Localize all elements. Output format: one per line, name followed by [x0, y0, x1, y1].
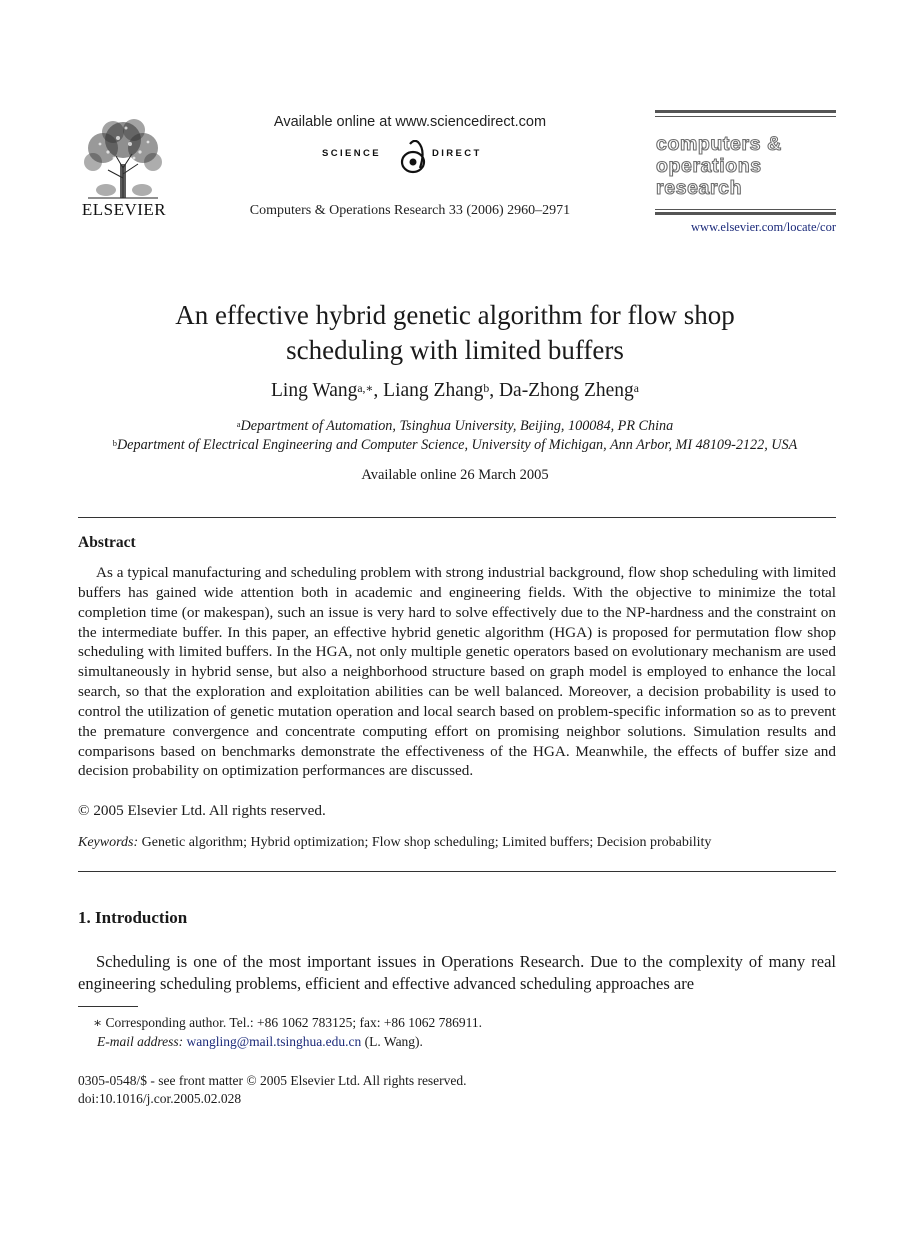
available-online-line[interactable]: Available online at www.sciencedirect.com [273, 114, 547, 130]
keywords-line [78, 835, 711, 851]
journal-logo-line-1: computers & [656, 133, 782, 155]
email-link[interactable]: wangling@mail.tsinghua.edu.cn [186, 1034, 362, 1049]
affiliation-a [40, 418, 870, 435]
sciencedirect-d-icon [396, 140, 430, 176]
abstract-copyright: © 2005 Elsevier Ltd. All rights reserved. [78, 802, 326, 819]
journal-logo [655, 110, 837, 230]
email-footnote [97, 1034, 423, 1050]
author-list [60, 380, 850, 402]
author-marks[interactable]: b [483, 381, 490, 395]
affiliation-text: Department of Electrical Engineering and Computer Science, University of Michigan, Ann Arbor, MI 48109-2122, USA [116, 437, 798, 453]
title-line-2: scheduling with limited buffers [286, 335, 624, 365]
email-suffix: (L. Wang). [361, 1034, 423, 1049]
elsevier-tree-icon [78, 118, 168, 200]
journal-logo-bottom-rule [655, 212, 836, 215]
sciencedirect-right-text: DIRECT [432, 148, 482, 159]
affiliation-text: Department of Automation, Tsinghua University, Beijing, 100084, PR China [240, 418, 674, 434]
affiliation-mark: b [112, 438, 117, 449]
keywords-label: Keywords: [78, 835, 139, 850]
corresponding-author-footnote: ∗ Corresponding author. Tel.: +86 1062 783125; fax: +86 1062 786911. [93, 1015, 483, 1030]
available-online-date: Available online 26 March 2005 [361, 467, 549, 483]
author-marks[interactable]: a,∗ [357, 381, 374, 395]
affiliation-b [40, 437, 870, 454]
author-separator: , [489, 380, 499, 401]
author-name: Da-Zhong Zheng [498, 380, 634, 401]
email-label: E-mail address: [97, 1034, 184, 1049]
issn-line: 0305-0548/$ - see front matter © 2005 Elsevier Ltd. All rights reserved. [78, 1073, 467, 1088]
introduction-text: Scheduling is one of the most important issues in Operations Research. Due to the complexity of many real engineering scheduling problems, efficient and effective advanced scheduling approaches are [78, 952, 836, 993]
abstract-bottom-divider [78, 871, 836, 872]
author-marks[interactable]: a [633, 381, 639, 395]
journal-logo-top-rule [655, 110, 836, 113]
doi-line[interactable]: doi:10.1016/j.cor.2005.02.028 [78, 1091, 242, 1106]
sciencedirect-logo [300, 140, 520, 180]
journal-logo-bottom-rule-thin [655, 209, 836, 210]
abstract-text: As a typical manufacturing and scheduling problem with strong industrial background, flow shop scheduling with limited buffers has gained wide attention both in academic and engineering fields. With the objective to minimize the total completion time (or makespan), such an issue is very hard to solve effectively due to the NP-hardness and the constraint on the intermediate buffer. In this paper, an effective hybrid genetic algorithm (HGA) is proposed for permutation flow shop scheduling with limited buffers. In the HGA, not only multiple genetic operators based on evolutionary mechanism are used simultaneously in hybrid sense, but also a neighborhood structure based on graph model is employed to enhance the local search, so that the exploration and exploitation abilities can be well balanced. Moreover, a decision probability is used to control the utilization of genetic mutation operation and local search based on problem-specific information so as to prevent the premature convergence and concentrate computing effort on promising neighbor solutions. Simulation results and comparisons based on benchmarks demonstrate the effectiveness of the HGA. Meanwhile, the effects of buffer size and decision probability on optimization performances are discussed. [78, 564, 836, 780]
journal-url-link[interactable]: www.elsevier.com/locate/cor [691, 220, 836, 234]
sciencedirect-left-text: SCIENCE [322, 148, 382, 159]
footnote-divider [78, 1006, 138, 1007]
keywords-text: Genetic algorithm; Hybrid optimization; Flow shop scheduling; Limited buffers; Decision probability [141, 835, 712, 850]
publisher-name: ELSEVIER [81, 200, 167, 219]
journal-logo-line-3: research [656, 177, 743, 199]
article-title [60, 298, 850, 368]
journal-logo-top-rule-thin [655, 116, 836, 117]
author-name: Liang Zhang [383, 380, 484, 401]
abstract-top-divider [78, 517, 836, 518]
journal-logo-line-2: operations [656, 155, 762, 177]
elsevier-logo [78, 118, 170, 218]
affiliation-mark: a [236, 419, 241, 430]
abstract-heading: Abstract [78, 534, 136, 551]
author-separator: , [373, 380, 384, 401]
journal-reference: Computers & Operations Research 33 (2006) 2960–2971 [249, 203, 571, 218]
author-name: Ling Wang [271, 380, 358, 401]
introduction-heading: 1. Introduction [78, 908, 188, 927]
title-line-1: An effective hybrid genetic algorithm for flow shop [175, 300, 735, 330]
